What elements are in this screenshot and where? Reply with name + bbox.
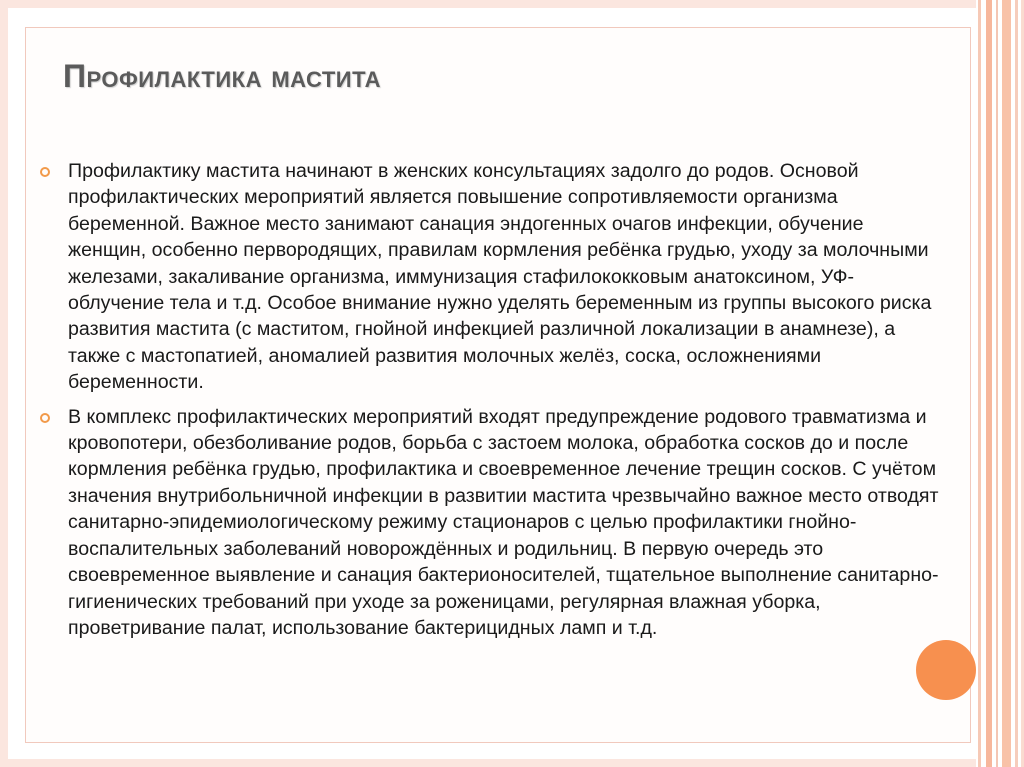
stripe [1015, 0, 1018, 767]
stripe [978, 0, 981, 767]
decorative-circle [916, 640, 976, 700]
stripe [1002, 0, 1011, 767]
bullet-text: Профилактику мастита начинают в женских консультациях задолго до родов. Основой профилактических мероприятий является повышение сопротивляемости организма беременной. Важное место занимают санация эндогенных очагов инфекции, обучение женщин, особенно первородящих, правилам кормления ребёнка грудью, уходу за молочными железами, закаливание организма, иммунизация стафилококковым анатоксином, УФ-облучение тела и т.д. Особое внимание нужно уделять беременным из группы высокого риска развития мастита (с маститом, гнойной инфекцией различной локализации в анамнезе), а также с мастопатией, аномалией развития молочных желёз, соска, осложнениями беременности. [68, 160, 932, 394]
slide-title: Профилактика мастита [63, 58, 382, 94]
decorative-stripes [976, 0, 1024, 767]
bullet-ring-icon [40, 167, 50, 177]
stripe [996, 0, 998, 767]
bullet-text: В комплекс профилактических мероприятий входят предупреждение родового травматизма и кровопотери, обезболивание родов, борьба с застоем молока, обработка сосков до и после кормления ребёнка грудью, профилактика и своевременное лечение трещин сосков. С учётом значения внутрибольничной инфекции в развитии мастита чрезвычайно важное место отводят санитарно-эпидемиологическому режиму стационаров с целью профилактики гнойно-воспалительных заболеваний новорождённых и родильниц. В первую очередь это своевременное выявление и санация бактерионосителей, тщательное выполнение санитарно-гигиенических требований при уходе за роженицами, регулярная влажная уборка, проветривание палат, использование бактерицидных ламп и т.д. [68, 405, 939, 639]
stripe [986, 0, 992, 767]
bullet-item [40, 404, 940, 642]
slide-content [40, 158, 940, 649]
bullet-ring-icon [40, 413, 50, 423]
bullet-item [40, 158, 940, 396]
